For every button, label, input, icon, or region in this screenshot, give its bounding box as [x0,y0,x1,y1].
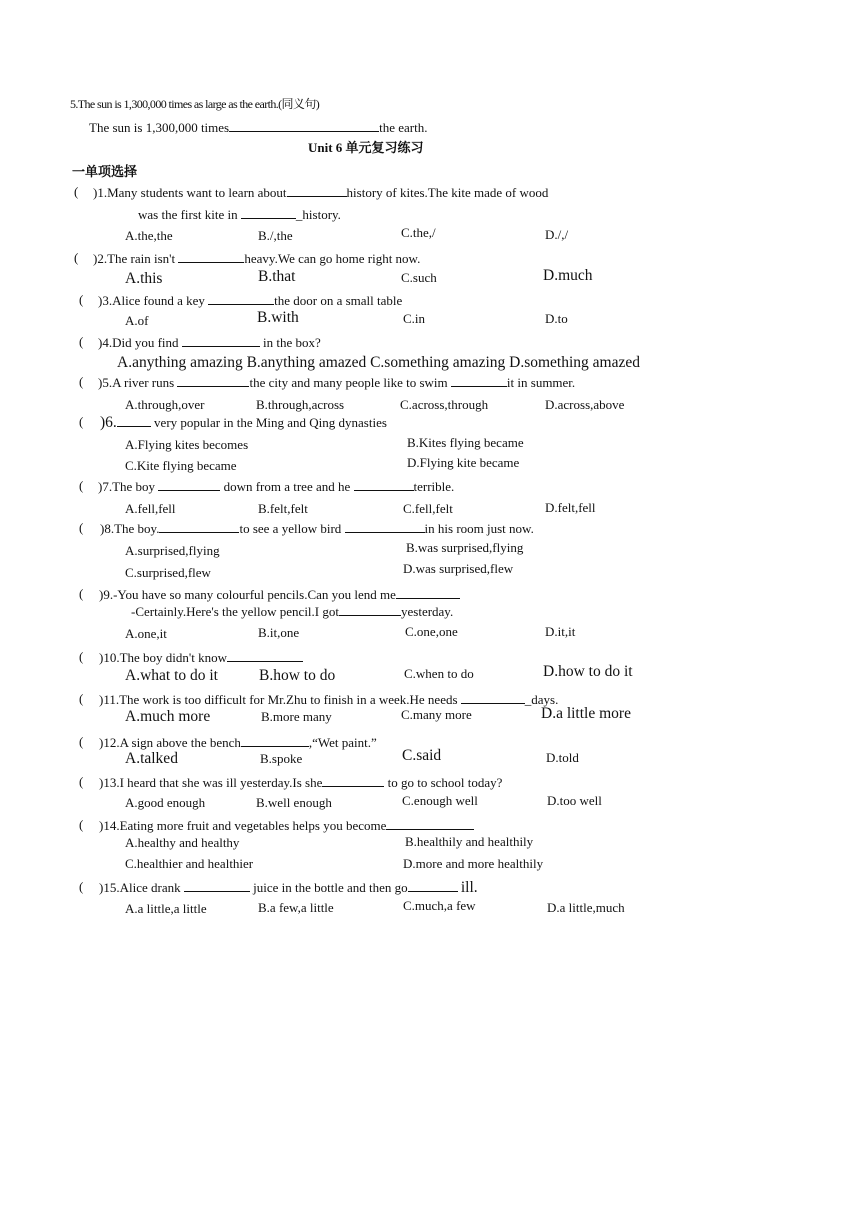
q7-text-a: The boy [112,479,156,494]
section-heading: 一单项选择 [72,164,138,179]
q6-blank[interactable] [117,414,151,427]
q11-blank[interactable] [461,691,525,704]
q1-text-a: Many students want to learn about [107,185,287,200]
q15-number: )15. [99,880,120,895]
q15-option-d[interactable]: D.a little,much [547,900,625,915]
q13-stem [99,774,502,791]
q2-stem [93,250,420,267]
q10-option-c[interactable]: C.when to do [404,666,474,681]
page-title: Unit 6 单元复习练习 [308,140,424,155]
q1-paren[interactable]: ( [74,184,89,199]
q2-option-d[interactable]: D.much [543,267,593,284]
q13-text-a: I heard that she was ill yesterday.Is she [119,775,323,790]
q9-blank-1[interactable] [396,586,460,599]
q3-text-a: Alice found a key [112,293,205,308]
q4-text-a: Did you find [112,335,179,350]
q9-stem [99,586,460,603]
q9-blank-2[interactable] [339,603,401,616]
q3-stem [98,292,402,309]
q11-text-a: The work is too difficult for Mr.Zhu to finish in a week.He needs [119,692,458,707]
q1-blank-1[interactable] [287,184,347,197]
q5-answer-start: The sun is 1,300,000 times [89,120,230,135]
q14-stem [99,817,474,834]
q2-paren[interactable]: ( [74,250,89,265]
q9-stem-line2 [131,603,453,620]
q12-option-c[interactable]: C.said [402,747,442,764]
q15-text-c: ill. [460,879,478,896]
q5-option-b[interactable]: B.through,across [256,397,345,412]
q14-option-a[interactable]: A.healthy and healthy [125,835,240,850]
q10-option-a[interactable]: A.what to do it [125,667,218,684]
q15-blank-2[interactable] [408,879,458,892]
q12-blank[interactable] [241,734,309,747]
q14-option-d[interactable]: D.more and more healthily [403,856,544,871]
q7-stem [98,478,454,495]
q11-paren[interactable]: ( [79,691,94,706]
q13-paren[interactable]: ( [79,774,94,789]
q3-text-b: the door on a small table [274,293,403,308]
q4-blank[interactable] [182,334,260,347]
q5-option-a[interactable]: A.through,over [125,397,205,412]
q12-stem [99,734,377,751]
q13-option-a[interactable]: A.good enough [125,795,206,810]
q1-text-b: history of kites.The kite made of wood [346,185,549,200]
q14-option-c[interactable]: C.healthier and healthier [125,856,254,871]
q5-text-b: the city and many people like to swim [249,375,448,390]
q1-stem-line2 [138,206,341,223]
q12-text-b: ,“Wet paint.” [308,735,377,750]
q3-option-c[interactable]: C.in [403,311,426,326]
q15-blank-1[interactable] [184,879,250,892]
q2-option-a[interactable]: A.this [125,270,163,287]
q3-option-b[interactable]: B.with [257,309,299,326]
q14-blank[interactable] [386,817,474,830]
q11-text-b: _days. [524,692,559,707]
q10-text-a: The boy didn't know [119,650,228,665]
q2-blank[interactable] [178,250,244,263]
q3-option-d[interactable]: D.to [545,311,568,326]
q9-text-a: -You have so many colourful pencils.Can you lend me [113,587,396,602]
q7-number: )7. [98,479,113,494]
q4-paren[interactable]: ( [79,334,94,349]
q14-number: )14. [99,818,120,833]
q1-option-d[interactable]: D./,/ [545,227,569,242]
q3-option-a[interactable]: A.of [125,313,149,328]
q13-number: )13. [99,775,120,790]
q8-paren[interactable]: ( [79,520,94,535]
q11-option-d[interactable]: D.a little more [541,705,631,722]
q12-text-a: A sign above the bench [119,735,241,750]
q2-number: )2. [93,251,108,266]
q5-paren[interactable]: ( [79,374,94,389]
q5-number: )5. [98,375,113,390]
q7-option-b[interactable]: B.felt,felt [258,501,308,516]
q8-option-c[interactable]: C.surprised,flew [125,565,211,580]
q7-paren[interactable]: ( [79,478,94,493]
q1-option-a[interactable]: A.the,the [125,228,173,243]
q2-text-b: heavy.We can go home right now. [244,251,421,266]
q7-option-a[interactable]: A.fell,fell [125,501,176,516]
q12-option-d[interactable]: D.told [546,750,579,765]
q5-blank-1[interactable] [177,374,249,387]
q10-paren[interactable]: ( [79,649,94,664]
q6-stem [100,414,387,431]
q6-option-a[interactable]: A.Flying kites becomes [125,437,249,452]
q9-option-a[interactable]: A.one,it [125,626,167,641]
q1-blank-2[interactable] [241,206,296,219]
q5-answer-line [89,119,427,136]
q10-option-d[interactable]: D.how to do it [543,663,633,680]
q8-option-b[interactable]: B.was surprised,flying [406,540,524,555]
q3-number: )3. [98,293,113,308]
q2-text-a: The rain isn't [107,251,176,266]
q7-blank-2[interactable] [354,478,414,491]
q9-option-d[interactable]: D.it,it [545,624,576,639]
q13-text-b: to go to school today? [387,775,503,790]
q7-option-c[interactable]: C.fell,felt [403,501,453,516]
q8-text-c: in his room just now. [424,521,534,536]
q11-option-c[interactable]: C.many more [401,707,472,722]
q5-option-c[interactable]: C.across,through [400,397,489,412]
q5-blank-2[interactable] [451,374,507,387]
q1-option-b[interactable]: B./,the [258,228,293,243]
q6-paren[interactable]: ( [79,414,94,429]
q11-option-a[interactable]: A.much more [125,708,211,725]
q8-stem [100,520,534,537]
q11-stem [99,691,558,708]
q8-blank-2[interactable] [345,520,425,533]
q13-option-b[interactable]: B.well enough [256,795,332,810]
q5-stem [98,374,575,391]
q8-option-a[interactable]: A.surprised,flying [125,543,220,558]
q12-option-b[interactable]: B.spoke [260,751,303,766]
q5-answer-end: the earth. [379,120,428,135]
q6-text-b: very popular in the Ming and Qing dynasties [154,415,387,430]
q1-text-c: was the first kite in [138,207,238,222]
q15-text-b: juice in the bottle and then go [253,880,408,895]
q3-blank[interactable] [208,292,274,305]
q11-number: )11. [99,692,120,707]
q4-options[interactable]: A.anything amazing B.anything amazed C.something amazing D.something amazed [117,354,640,371]
q1-option-c[interactable]: C.the,/ [401,225,436,240]
q6-option-c[interactable]: C.Kite flying became [125,458,237,473]
q6-number: )6. [100,414,117,431]
q15-option-a[interactable]: A.a little,a little [125,901,207,916]
q10-blank[interactable] [227,649,303,662]
q15-stem [99,879,478,896]
q6-option-d[interactable]: D.Flying kite became [407,455,520,470]
q15-option-c[interactable]: C.much,a few [403,898,476,913]
q12-option-a[interactable]: A.talked [125,750,178,767]
q7-text-c: terrible. [413,479,455,494]
q2-option-c[interactable]: C.such [401,270,437,285]
q9-option-b[interactable]: B.it,one [258,625,300,640]
q14-option-b[interactable]: B.healthily and healthily [405,834,534,849]
q7-blank-1[interactable] [158,478,220,491]
q7-text-b: down from a tree and he [223,479,351,494]
q8-number: )8. [100,521,115,536]
q5-prompt: 5.The sun is 1,300,000 times as large as the earth.(同义句) [70,97,320,111]
q5-text-c: it in summer. [506,375,576,390]
q9-text-d: yesterday. [401,604,454,619]
q4-stem [98,334,321,351]
q10-stem [99,649,303,666]
q12-paren[interactable]: ( [79,734,94,749]
q15-paren[interactable]: ( [79,879,94,894]
q5-option-d[interactable]: D.across,above [545,397,625,412]
q8-option-d[interactable]: D.was surprised,flew [403,561,514,576]
q4-number: )4. [98,335,113,350]
q9-paren[interactable]: ( [79,586,94,601]
q10-number: )10. [99,650,120,665]
q11-option-b[interactable]: B.more many [261,709,332,724]
q13-option-c[interactable]: C.enough well [402,793,478,808]
q5-answer-blank[interactable] [229,119,379,132]
q8-text-b: to see a yellow bird [239,521,342,536]
q10-option-b[interactable]: B.how to do [259,667,336,684]
q12-number: )12. [99,735,120,750]
q1-stem [93,184,548,201]
q13-blank[interactable] [322,774,384,787]
q7-option-d[interactable]: D.felt,fell [545,500,596,515]
q9-option-c[interactable]: C.one,one [405,624,458,639]
q15-text-a: Alice drank [119,880,181,895]
q13-option-d[interactable]: D.too well [547,793,602,808]
q6-option-b[interactable]: B.Kites flying became [407,435,524,450]
q8-blank-1[interactable] [159,520,239,533]
q14-paren[interactable]: ( [79,817,94,832]
q5-text-a: A river runs [112,375,175,390]
q9-text-c: -Certainly.Here's the yellow pencil.I got [131,604,339,619]
q1-number: )1. [93,185,108,200]
q14-text-a: Eating more fruit and vegetables helps you become [119,818,387,833]
q3-paren[interactable]: ( [79,292,94,307]
q8-text-a: The boy. [114,521,160,536]
q2-option-b[interactable]: B.that [258,268,296,285]
q15-option-b[interactable]: B.a few,a little [258,900,334,915]
q9-number: )9. [99,587,114,602]
q4-text-b: in the box? [263,335,321,350]
q1-text-d: _history. [295,207,341,222]
